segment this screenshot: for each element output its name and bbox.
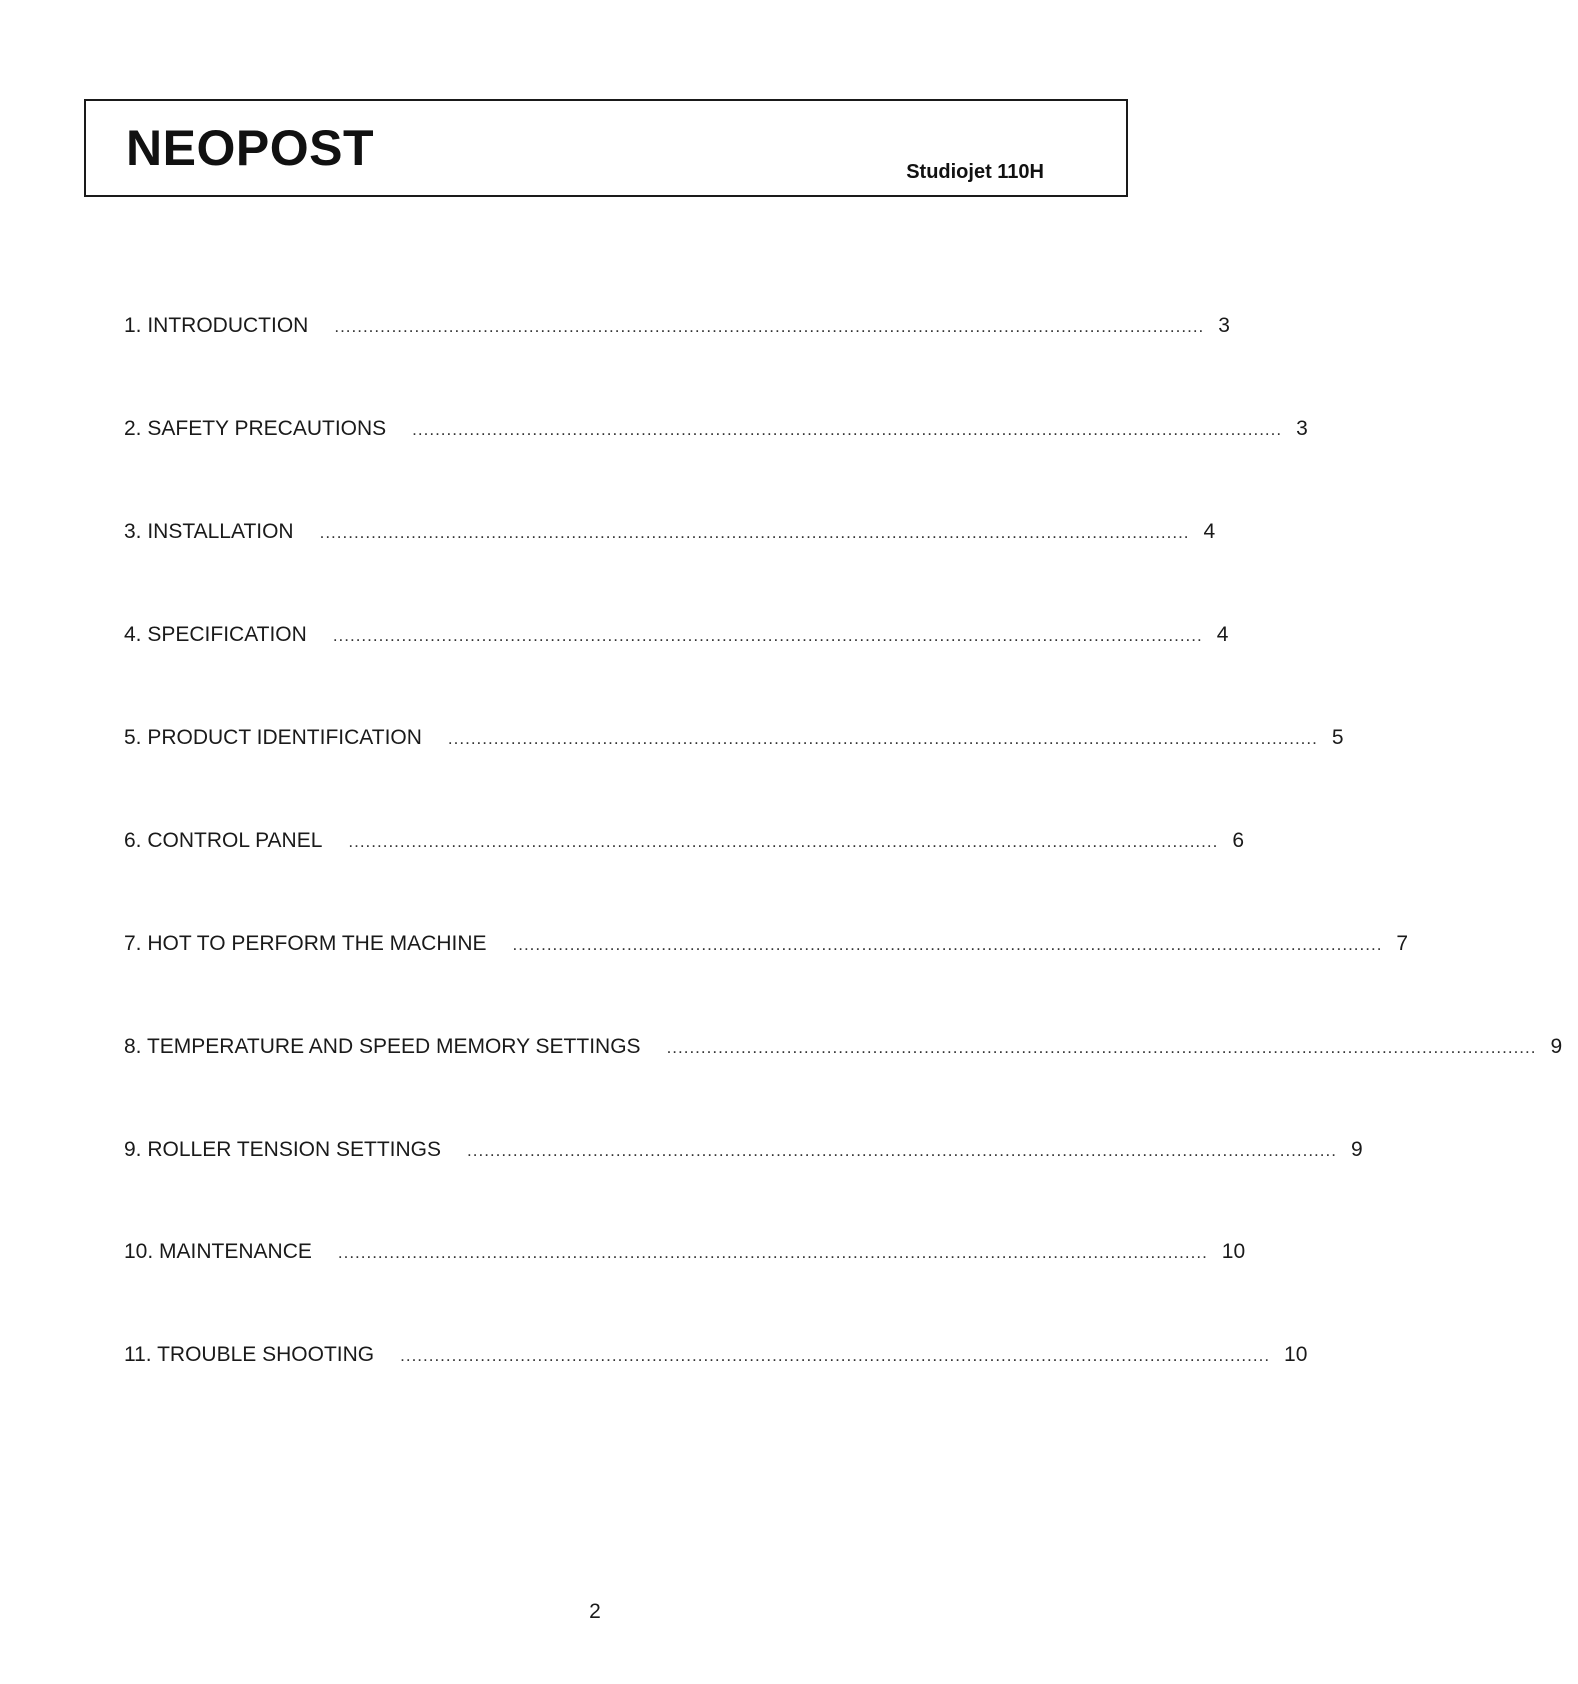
toc-entry[interactable] [124,1240,1246,1264]
toc-entry-page: 4 [1216,623,1229,646]
toc-entry-page: 3 [1296,417,1308,440]
toc-entry-page: 5 [1331,726,1344,749]
toc-entry-title: 4. SPECIFICATION [124,623,307,646]
page-number: 2 [589,1600,601,1623]
toc-entry-page: 4 [1203,520,1216,543]
toc-entry-title: 11. TROUBLE SHOOTING [124,1343,375,1366]
toc-entry[interactable] [124,1035,1563,1059]
toc-entry[interactable] [124,1343,1308,1367]
toc-entry-title: 1. INTRODUCTION [124,314,309,337]
toc-entry-page: 10 [1221,1240,1246,1263]
toc-entry[interactable] [124,314,1230,338]
toc-leader-dots: ........................................................................................................................................................ [512,935,1383,954]
toc-entry[interactable] [124,829,1244,853]
toc-leader-dots: ........................................................................................................................................................ [447,729,1318,748]
toc-leader-dots: ........................................................................................................................................................ [400,1346,1271,1365]
toc-entry[interactable] [124,520,1216,544]
toc-entry[interactable] [124,726,1344,750]
toc-entry-title: 5. PRODUCT IDENTIFICATION [124,726,422,749]
brand-title: NEOPOST [126,120,374,176]
toc-entry-page: 9 [1350,1138,1363,1161]
toc-leader-dots: ........................................................................................................................................................ [412,420,1283,439]
toc-leader-dots: ........................................................................................................................................................ [332,626,1203,645]
toc-entry-page: 6 [1232,829,1244,852]
toc-entry-title: 9. ROLLER TENSION SETTINGS [124,1138,442,1161]
toc-entry-title: 8. TEMPERATURE AND SPEED MEMORY SETTINGS [124,1035,641,1058]
toc-entry[interactable] [124,932,1409,956]
toc-entry[interactable] [124,623,1229,647]
toc-leader-dots: ........................................................................................................................................................ [348,832,1219,851]
toc-leader-dots: ........................................................................................................................................................ [334,317,1205,336]
toc-entry-title: 10. MAINTENANCE [124,1240,312,1263]
toc-entry-page: 10 [1284,1343,1308,1366]
toc-leader-dots: ........................................................................................................................................................ [337,1243,1208,1262]
header-box [84,99,1128,197]
toc-entry[interactable] [124,1138,1363,1162]
toc-entry-title: 6. CONTROL PANEL [124,829,323,852]
toc-entry-title: 3. INSTALLATION [124,520,294,543]
toc-leader-dots: ........................................................................................................................................................ [319,523,1190,542]
toc-entry-title: 7. HOT TO PERFORM THE MACHINE [124,932,487,955]
toc-entry-page: 9 [1550,1035,1563,1058]
toc-entry-title: 2. SAFETY PRECAUTIONS [124,417,387,440]
model-name: Studiojet 110H [906,161,1044,183]
toc-entry[interactable] [124,417,1308,441]
toc-leader-dots: ........................................................................................................................................................ [467,1141,1337,1160]
toc-entry-page: 3 [1218,314,1230,337]
toc-entry-page: 7 [1396,932,1409,955]
toc-leader-dots: ........................................................................................................................................................ [666,1038,1537,1057]
